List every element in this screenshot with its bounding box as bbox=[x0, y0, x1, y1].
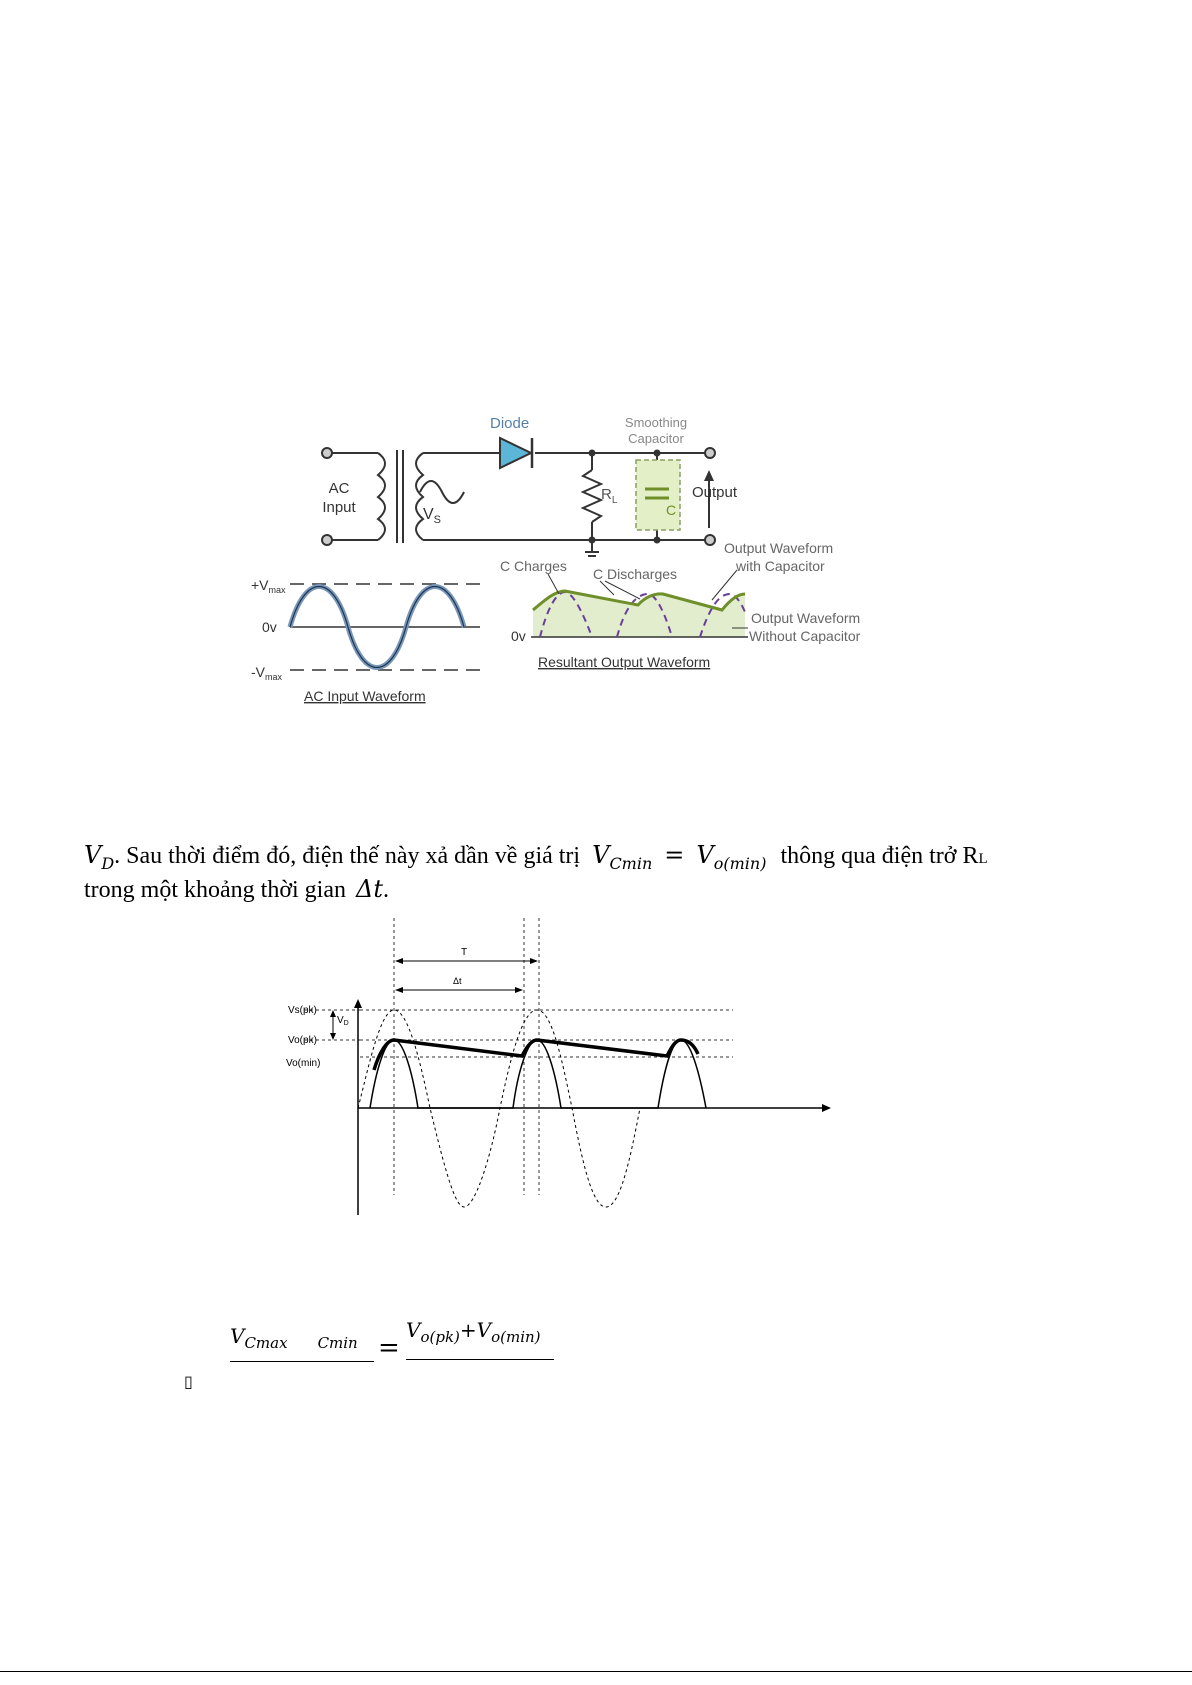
smoothing-label-2: Capacitor bbox=[628, 431, 684, 446]
formula-left-numerator: $V_{Cmax}$ $_{Cmin}$ bbox=[230, 1324, 358, 1352]
equals-sign: = bbox=[664, 841, 685, 869]
line1-text-a: . Sau thời điểm đó, điện thế này xả dần về giá trị bbox=[114, 843, 581, 869]
output-label: Output bbox=[692, 484, 738, 501]
formula-right-fraction bbox=[406, 1318, 554, 1360]
vo-min-label: Vo(min) bbox=[286, 1058, 321, 1069]
diode-symbol bbox=[500, 438, 531, 468]
filtered-output-thick bbox=[374, 1040, 698, 1070]
formula-left-fraction bbox=[230, 1324, 374, 1362]
vomin-symbol: $V_{o(min)}$ bbox=[696, 841, 767, 873]
line2-dot: . bbox=[382, 877, 389, 903]
delta-t-symbol: Δt bbox=[356, 875, 383, 903]
formula-right-numerator: $V_{o(pk)}+V_{o(min)}$ bbox=[406, 1318, 541, 1346]
c-charges-label: C Charges bbox=[500, 558, 567, 574]
smoothing-label-1: Smoothing bbox=[624, 415, 688, 430]
output-with-cap-label-1: Output Waveform bbox=[724, 540, 834, 556]
output-with-cap-label-2: with Capacitor bbox=[736, 558, 825, 574]
minus-vmax-label: $-V_{max}$ bbox=[251, 664, 283, 682]
rectified-output-thin bbox=[370, 1040, 706, 1108]
formula-right-fraction-bar bbox=[406, 1359, 554, 1360]
ac-input-waveform-caption: AC Input Waveform bbox=[304, 688, 426, 704]
diode-label: Diode bbox=[490, 415, 530, 432]
formula-left-fraction-bar bbox=[230, 1361, 374, 1362]
dt-label: Δt bbox=[453, 976, 462, 986]
formula-equals: = bbox=[378, 1333, 400, 1363]
vd-label: $V_D$ bbox=[337, 1015, 349, 1027]
line2-text: trong một khoảng thời gian bbox=[84, 877, 346, 903]
vs-label: $V_S$ bbox=[423, 506, 442, 526]
line1-text-b: thông qua điện trở R bbox=[780, 843, 979, 869]
missing-glyph: ▯ bbox=[184, 1372, 193, 1391]
c-discharges-label: C Discharges bbox=[593, 566, 678, 582]
rl-label: $R_L$ bbox=[601, 486, 618, 506]
vd-symbol: $V_D$ bbox=[84, 841, 115, 873]
output-without-cap-label-1: Output Waveform bbox=[751, 610, 861, 626]
bottom-rule bbox=[0, 1671, 1192, 1672]
zero-v-right-label: 0v bbox=[511, 628, 526, 644]
vo-pk-label: Vo(pk) bbox=[288, 1035, 317, 1046]
ac-input-label-2: Input bbox=[322, 499, 356, 516]
rl-subscript: L bbox=[978, 851, 988, 867]
cap-label: C bbox=[666, 502, 677, 518]
ac-input-label-1: AC bbox=[328, 480, 350, 497]
rectifier-circuit-figure bbox=[0, 0, 1192, 780]
t-label: T bbox=[461, 947, 468, 958]
resultant-output-caption: Resultant Output Waveform bbox=[538, 654, 711, 670]
zero-v-left-label: 0v bbox=[262, 619, 277, 635]
output-without-cap-label-2: Without Capacitor bbox=[749, 628, 861, 644]
vs-pk-label: Vs(pk) bbox=[288, 1005, 317, 1016]
vcmin-symbol: $V_{Cmin}$ bbox=[592, 841, 653, 873]
ripple-waveform-figure bbox=[0, 900, 1192, 1240]
plus-vmax-label: $+V_{max}$ bbox=[251, 577, 286, 595]
